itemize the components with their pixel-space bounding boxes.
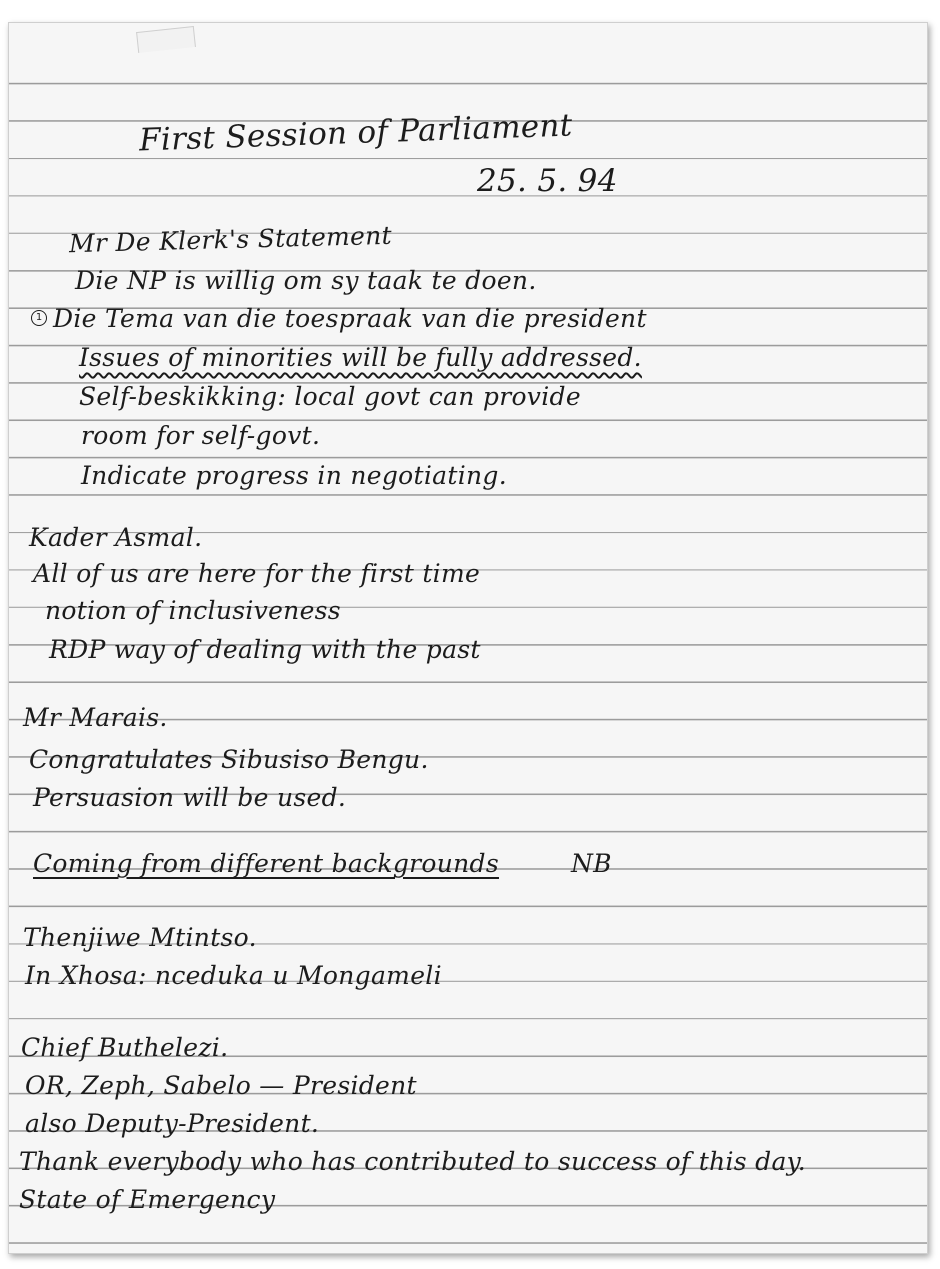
note-line: Congratulates Sibusiso Bengu. bbox=[29, 745, 429, 774]
note-line: All of us are here for the first time bbox=[33, 559, 481, 588]
note-line: RDP way of dealing with the past bbox=[49, 635, 481, 664]
note-line: Indicate progress in negotiating. bbox=[81, 461, 507, 490]
note-line: Die Tema van die toespraak van die president bbox=[53, 304, 647, 333]
note-line: In Xhosa: nceduka u Mongameli bbox=[25, 961, 442, 990]
circled-number-marker: 1 bbox=[31, 310, 47, 326]
note-line: State of Emergency bbox=[19, 1185, 276, 1214]
torn-paper-tab bbox=[136, 26, 196, 53]
underlined-note: Coming from different backgrounds bbox=[33, 849, 499, 878]
note-line-emphasized: Issues of minorities will be fully addressed. bbox=[79, 343, 642, 372]
section-heading-marais: Mr Marais. bbox=[23, 703, 168, 732]
note-line: Thank everybody who has contributed to success of this day. bbox=[19, 1147, 807, 1176]
note-line: room for self-govt. bbox=[81, 421, 321, 450]
note-line: Persuasion will be used. bbox=[33, 783, 347, 812]
section-heading-mtintso: Thenjiwe Mtintso. bbox=[23, 923, 257, 952]
page-date: 25. 5. 94 bbox=[477, 163, 618, 199]
page-title: First Session of Parliament bbox=[138, 107, 574, 159]
nb-mark: NB bbox=[571, 849, 612, 878]
section-heading-buthelezi: Chief Buthelezi. bbox=[21, 1033, 229, 1062]
note-line: notion of inclusiveness bbox=[45, 596, 341, 625]
note-line: Self-beskikking: local govt can provide bbox=[79, 382, 581, 411]
note-line: Die NP is willig om sy taak te doen. bbox=[75, 266, 537, 295]
section-heading-asmal: Kader Asmal. bbox=[29, 523, 203, 552]
note-line: also Deputy-President. bbox=[25, 1109, 320, 1138]
notebook-page bbox=[8, 22, 928, 1254]
section-heading-de-klerk: Mr De Klerk's Statement bbox=[68, 220, 393, 259]
note-line: OR, Zeph, Sabelo — President bbox=[25, 1071, 417, 1100]
